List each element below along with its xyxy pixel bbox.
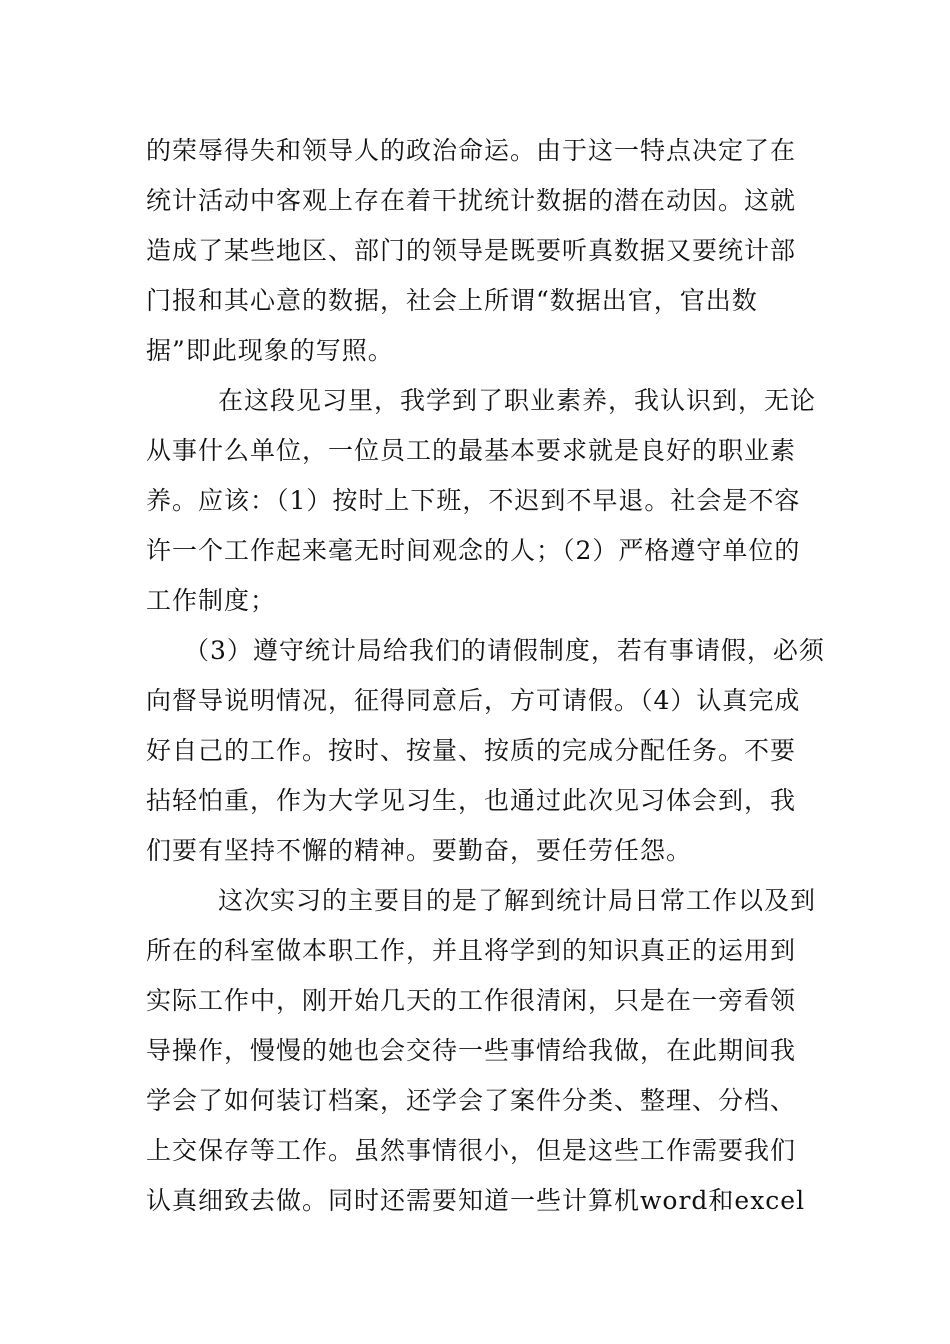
paragraph-start-line: 在这段见习里，我学到了职业素养，我认识到，无论 (218, 386, 817, 415)
text-line: 导操作，慢慢的她也会交待一些事情给我做，在此期间我 (146, 1036, 797, 1065)
text-line: 认真细致去做。同时还需要知道一些计算机word和excel (146, 1186, 806, 1215)
text-line: 们要有坚持不懈的精神。要勤奋，要任劳任怨。 (146, 836, 693, 865)
paragraph-start-line: 这次实习的主要目的是了解到统计局日常工作以及到 (218, 886, 817, 915)
text-line: 造成了某些地区、部门的领导是既要听真数据又要统计部 (146, 236, 797, 265)
text-line: 统计活动中客观上存在着干扰统计数据的潜在动因。这就 (146, 186, 797, 215)
text-line: 门报和其心意的数据，社会上所谓“数据出官，官出数 (146, 286, 758, 315)
text-line: 实际工作中，刚开始几天的工作很清闲，只是在一旁看领 (146, 986, 797, 1015)
text-line: 所在的科室做本职工作，并且将学到的知识真正的运用到 (146, 936, 797, 965)
text-line: 从事什么单位，一位员工的最基本要求就是良好的职业素 (146, 436, 797, 465)
text-line: 学会了如何装订档案，还学会了案件分类、整理、分档、 (146, 1086, 797, 1115)
text-line: 工作制度； (146, 586, 277, 615)
text-line: 养。应该：（1）按时上下班，不迟到不早退。社会是不容 (146, 486, 801, 515)
text-line: 向督导说明情况，征得同意后，方可请假。（4）认真完成 (146, 686, 801, 715)
text-line: 据”即此现象的写照。 (146, 336, 394, 365)
paragraph-start-line: （3）遵守统计局给我们的请假制度，若有事请假，必须 (184, 636, 825, 665)
text-line: 的荣辱得失和领导人的政治命运。由于这一特点决定了在 (146, 136, 797, 165)
text-line: 许一个工作起来毫无时间观念的人；（2）严格遵守单位的 (146, 536, 801, 565)
text-line: 上交保存等工作。虽然事情很小，但是这些工作需要我们 (146, 1136, 797, 1165)
text-line: 好自己的工作。按时、按量、按质的完成分配任务。不要 (146, 736, 797, 765)
text-line: 拈轻怕重，作为大学见习生，也通过此次见习体会到，我 (146, 786, 797, 815)
